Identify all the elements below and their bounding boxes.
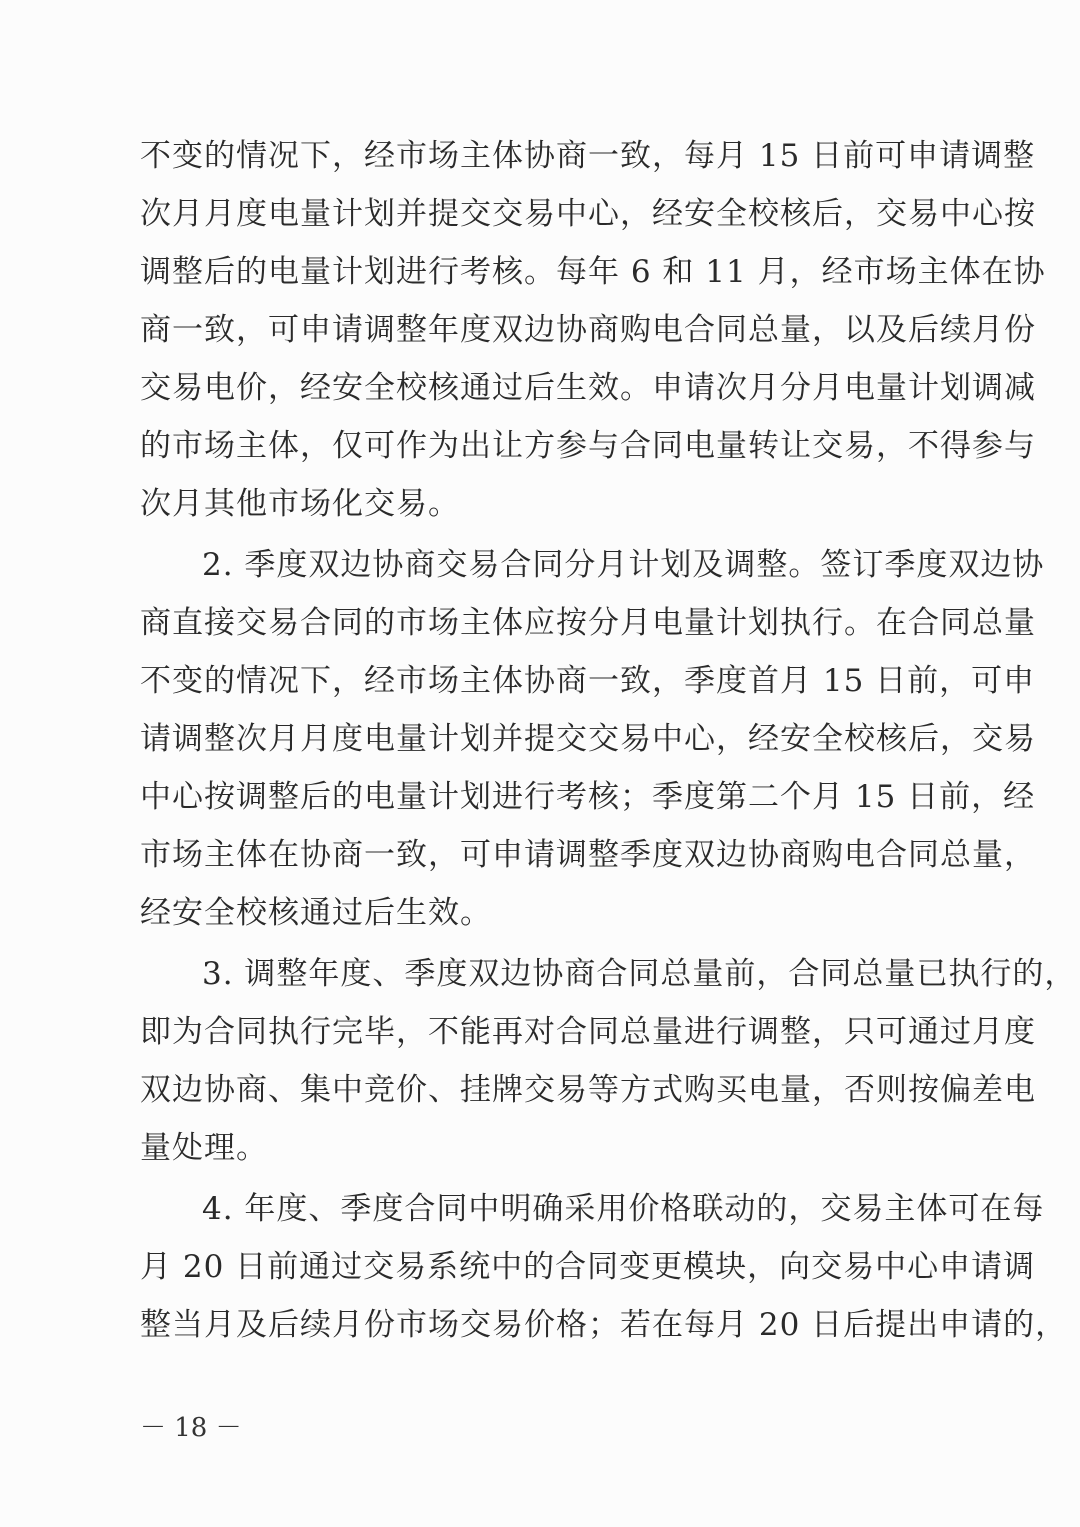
body-line: 市场主体在协商一致，可申请调整季度双边协商购电合同总量， bbox=[140, 837, 1036, 873]
body-line: 的市场主体，仅可作为出让方参与合同电量转让交易，不得参与 bbox=[140, 428, 1036, 464]
body-line: 双边协商、集中竞价、挂牌交易等方式购买电量，否则按偏差电 bbox=[140, 1072, 1036, 1108]
body-line: 月 20 日前通过交易系统中的合同变更模块，向交易中心申请调 bbox=[140, 1249, 1036, 1285]
page-number: － 18 － bbox=[140, 1413, 242, 1443]
body-line: 次月月度电量计划并提交交易中心，经安全校核后，交易中心按 bbox=[140, 196, 1036, 232]
body-line: 量处理。 bbox=[140, 1130, 268, 1166]
body-line: 经安全校核通过后生效。 bbox=[140, 895, 492, 931]
body-line: 即为合同执行完毕，不能再对合同总量进行调整，只可通过月度 bbox=[140, 1014, 1036, 1050]
body-line: 商直接交易合同的市场主体应按分月电量计划执行。在合同总量 bbox=[140, 605, 1036, 641]
body-line: 调整后的电量计划进行考核。每年 6 和 11 月，经市场主体在协 bbox=[140, 254, 1046, 290]
body-line: 整当月及后续月份市场交易价格；若在每月 20 日后提出申请的， bbox=[140, 1307, 1068, 1343]
body-line: 商一致，可申请调整年度双边协商购电合同总量，以及后续月份 bbox=[140, 312, 1036, 348]
body-line: 请调整次月月度电量计划并提交交易中心，经安全校核后，交易 bbox=[140, 721, 1036, 757]
body-line: 不变的情况下，经市场主体协商一致，季度首月 15 日前，可申 bbox=[140, 663, 1036, 699]
paragraph-4-first-line: 4. 年度、季度合同中明确采用价格联动的，交易主体可在每 bbox=[202, 1191, 1045, 1227]
body-line: 次月其他市场化交易。 bbox=[140, 486, 460, 522]
body-line: 交易电价，经安全校核通过后生效。申请次月分月电量计划调减 bbox=[140, 370, 1036, 406]
body-line: 中心按调整后的电量计划进行考核；季度第二个月 15 日前，经 bbox=[140, 779, 1036, 815]
paragraph-3-first-line: 3. 调整年度、季度双边协商合同总量前，合同总量已执行的， bbox=[202, 956, 1077, 992]
body-line: 不变的情况下，经市场主体协商一致，每月 15 日前可申请调整 bbox=[140, 138, 1036, 174]
paragraph-2-first-line: 2. 季度双边协商交易合同分月计划及调整。签订季度双边协 bbox=[202, 547, 1045, 583]
